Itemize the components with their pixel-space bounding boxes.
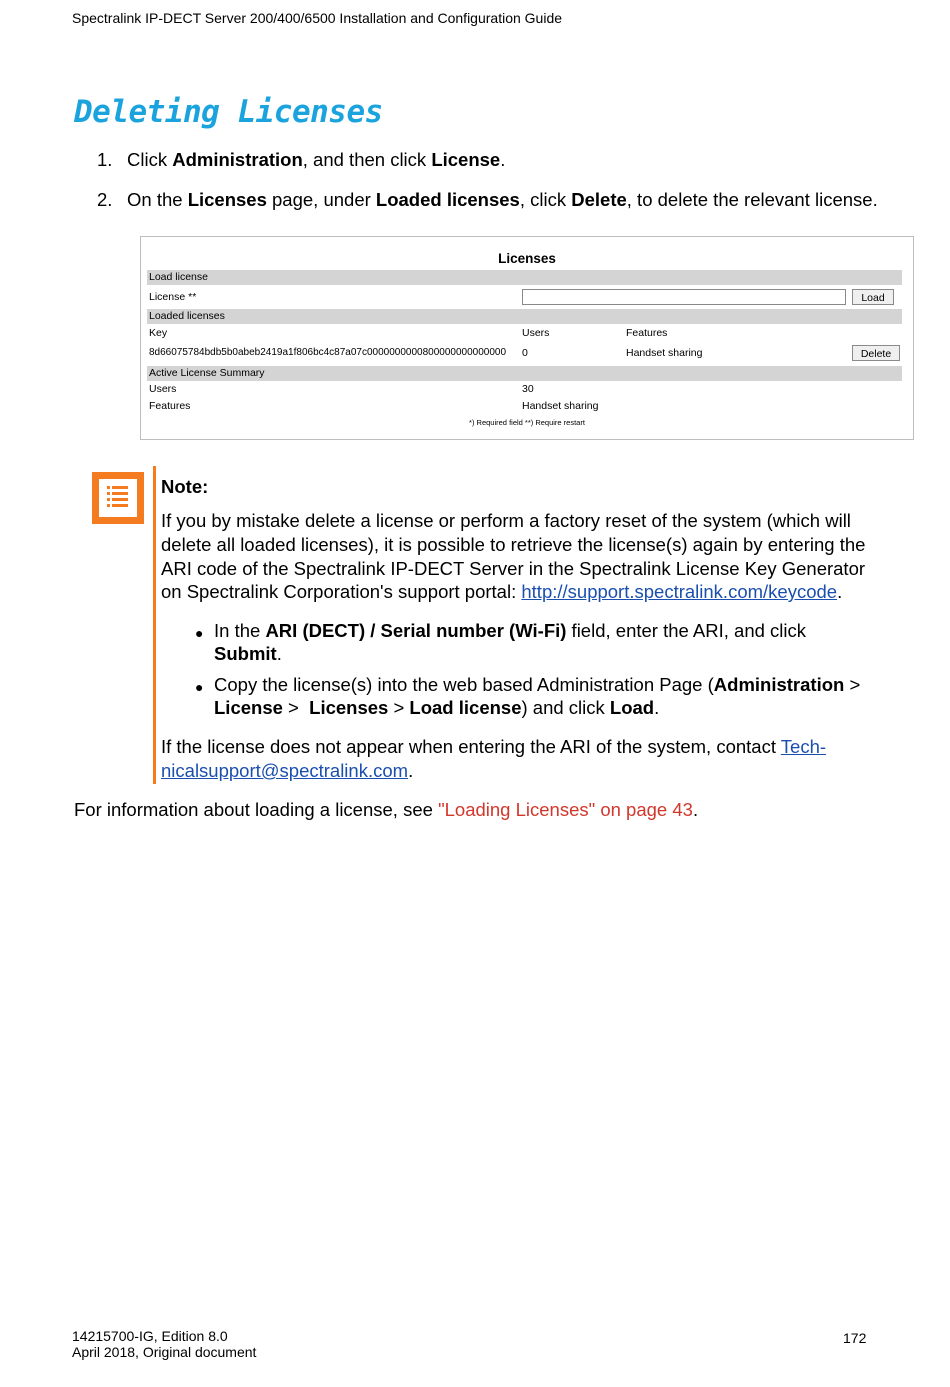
- note-line: delete all loaded licenses), it is possible to retrieve the license(s) again by entering the: [161, 534, 866, 555]
- summary-features-value: Handset sharing: [522, 400, 599, 412]
- delete-button[interactable]: Delete: [852, 345, 900, 361]
- license-users-value: 0: [522, 347, 528, 359]
- note-line: [161, 581, 842, 603]
- bullet-text: .: [654, 697, 660, 718]
- bullet-1-line-1: [214, 620, 806, 642]
- loaded-licenses-heading: Loaded licenses: [149, 310, 225, 322]
- note-line: [161, 736, 826, 758]
- col-features: Features: [626, 327, 668, 339]
- running-header: Spectralink IP-DECT Server 200/400/6500 Installation and Configuration Guide: [72, 10, 563, 26]
- required-footnote: *) Required field **) Require restart: [469, 418, 585, 427]
- bullet-2-line-1: [214, 674, 860, 696]
- col-users: Users: [522, 327, 550, 339]
- bullet-bold: License: [214, 697, 283, 718]
- load-license-heading: Load license: [149, 271, 208, 283]
- step-text: , to delete the relevant license.: [626, 189, 878, 210]
- note-text: .: [408, 760, 414, 781]
- bullet-bold: Load: [609, 697, 655, 718]
- step-text: .: [500, 149, 506, 170]
- license-label: License **: [149, 291, 197, 303]
- step-text: , click: [519, 189, 572, 210]
- bullet-text: .: [276, 643, 282, 664]
- closing-paragraph: [74, 799, 698, 821]
- note-text: .: [837, 581, 843, 602]
- note-line: If you by mistake delete a license or perform a factory reset of the system (which will: [161, 510, 851, 531]
- summary-users-label: Users: [149, 383, 177, 395]
- license-key-value: 8d66075784bdb5b0abeb2419a1f806bc4c87a07c0000000000800000000000000: [149, 347, 507, 358]
- bullet-glyph: ●: [195, 679, 204, 695]
- step-number: 1.: [97, 149, 113, 170]
- step-bold: Licenses: [187, 189, 267, 210]
- footer-doc-info: [72, 1328, 256, 1360]
- page-number: 172: [843, 1330, 867, 1346]
- bullet-text: >: [388, 697, 410, 718]
- licenses-title: Licenses: [498, 251, 556, 266]
- summary-users-value: 30: [522, 383, 534, 395]
- step-text: Click: [127, 149, 173, 170]
- step-bold: Delete: [571, 189, 627, 210]
- step-bold: Loaded licenses: [375, 189, 520, 210]
- footer-date: April 2018, Original document: [72, 1344, 257, 1360]
- step-text: , and then click: [302, 149, 432, 170]
- step-bold: License: [431, 149, 501, 170]
- loading-licenses-xref[interactable]: "Loading Licenses" on page 43: [438, 799, 693, 820]
- bullet-bold: Administration: [713, 674, 845, 695]
- bullet-text: ) and click: [521, 697, 610, 718]
- note-list-icon: [92, 472, 144, 524]
- support-email-link[interactable]: Tech-: [780, 736, 827, 757]
- bullet-text: >: [844, 674, 861, 695]
- license-features-value: Handset sharing: [626, 347, 703, 359]
- col-key: Key: [149, 327, 168, 339]
- support-email-link[interactable]: nicalsupport@spectralink.com: [161, 760, 409, 781]
- load-license-band: [147, 270, 902, 285]
- note-text: If the license does not appear when entering the ARI of the system, contact: [161, 736, 781, 757]
- closing-text: .: [692, 799, 699, 820]
- summary-features-label: Features: [149, 400, 191, 412]
- keycode-link[interactable]: http://support.spectralink.com/keycode: [521, 581, 838, 602]
- note-text: on Spectralink Corporation's support portal:: [161, 581, 522, 602]
- bullet-text: Copy the license(s) into the web based Administration Page (: [214, 674, 714, 695]
- bullet-text: field, enter the ARI, and click: [566, 620, 807, 641]
- step-bold: Administration: [172, 149, 303, 170]
- note-line: ARI code of the Spectralink IP-DECT Server in the Spectralink License Key Generator: [161, 558, 866, 579]
- active-summary-heading: Active License Summary: [149, 367, 265, 379]
- step-1: [97, 149, 505, 171]
- bullet-bold: Submit: [214, 643, 277, 664]
- closing-text: For information about loading a license, see: [74, 799, 439, 820]
- page-heading: Deleting Licenses: [74, 94, 383, 130]
- license-input[interactable]: [522, 289, 846, 305]
- bullet-bold: ARI (DECT) / Serial number (Wi-Fi): [265, 620, 567, 641]
- bullet-2-line-2: [214, 697, 659, 719]
- step-number: 2.: [97, 189, 113, 210]
- bullet-bold: Licenses: [309, 697, 389, 718]
- load-button[interactable]: Load: [852, 289, 894, 305]
- step-text: On the: [127, 189, 188, 210]
- note-accent-bar: [153, 466, 156, 784]
- bullet-bold: Load license: [409, 697, 522, 718]
- licenses-screenshot: [140, 236, 914, 440]
- step-2: [97, 189, 878, 211]
- note-title: Note:: [161, 476, 209, 497]
- bullet-text: >: [282, 697, 310, 718]
- active-summary-band: [147, 366, 902, 381]
- bullet-text: In the: [214, 620, 266, 641]
- bullet-1-line-2: [214, 643, 282, 665]
- note-line: [161, 760, 413, 782]
- bullet-glyph: ●: [195, 625, 204, 641]
- footer-doc-id: 14215700-IG, Edition 8.0: [72, 1328, 228, 1344]
- step-text: page, under: [266, 189, 376, 210]
- loaded-licenses-band: [147, 309, 902, 324]
